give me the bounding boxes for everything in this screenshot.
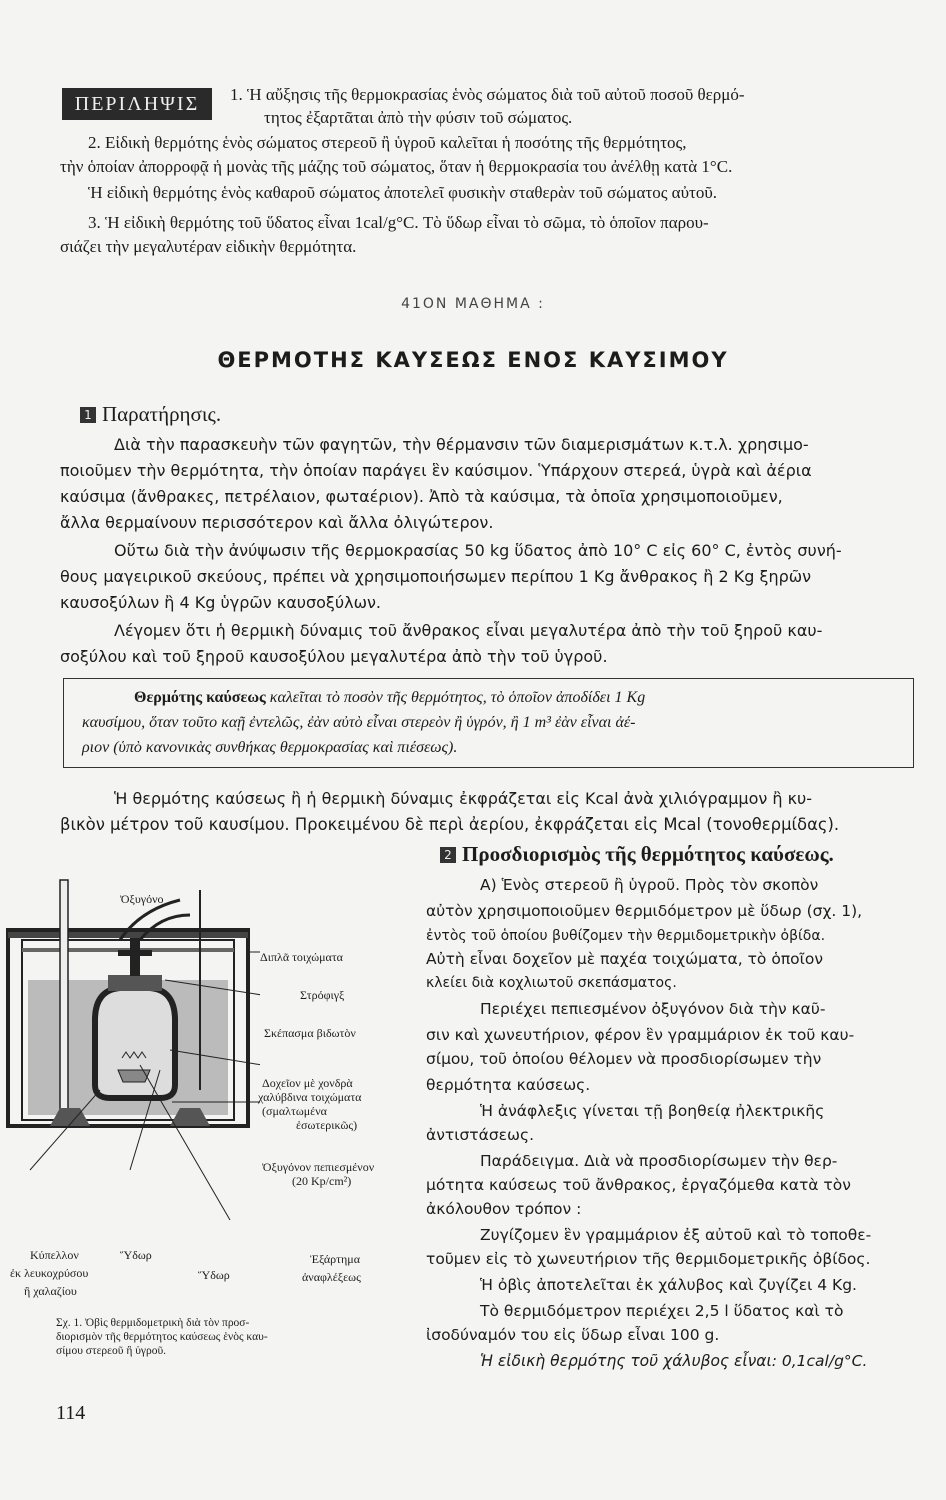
para-line: Ζυγίζομεν ἓν γραμμάριον ἐξ αὐτοῦ καὶ τὸ τοποθε- [480, 1226, 872, 1244]
thermometer [60, 880, 68, 1110]
label-cup: Κύπελλον [30, 1248, 79, 1262]
para-line: Α) Ἑνὸς στερεοῦ ἢ ὑγροῦ. Πρὸς τὸν σκοπὸν [480, 876, 819, 894]
para-line: Διὰ τὴν παρασκευὴν τῶν φαγητῶν, τὴν θέρμανσιν τῶν διαμερισμάτων κ.τ.λ. χρησιμο- [114, 435, 809, 454]
label-oxygen-pressure: (20 Kp/cm²) [292, 1174, 352, 1188]
para-line: ἐντὸς τοῦ ὁποίου βυθίζομεν τὴν θερμιδομετρικὴν ὀβίδα. [426, 928, 826, 944]
section-1-number: 1 [80, 407, 96, 423]
para-line: Αὐτὴ εἶναι δοχεῖον μὲ παχέα τοιχώματα, τὸ ὁποῖον [426, 950, 824, 968]
summary-item-1a: 1. Ἡ αὔξησις τῆς θερμοκρασίας ἑνὸς σώματος διὰ τοῦ αὐτοῦ ποσοῦ θερμό- [230, 85, 745, 104]
label-water: Ὕδωρ [120, 1248, 152, 1262]
label-stirrer: Στρόφιγξ [300, 988, 345, 1002]
section-1-heading [80, 402, 221, 427]
para-line: Τὸ θερμιδόμετρον περιέχει 2,5 l ὕδατος καὶ τὸ [480, 1302, 844, 1320]
para-line: Ἡ ὀβὶς ἀποτελεῖται ἐκ χάλυβος καὶ ζυγίζει 4 Kg. [480, 1276, 857, 1294]
para-line: βικὸν μέτρον τοῦ καυσίμου. Προκειμένου δὲ περὶ ἀερίου, ἐκφράζεται εἰς Mcal (τονοθερμίδας). [60, 815, 840, 834]
para-line: αὐτὸν χρησιμοποιοῦμεν θερμιδόμετρον μὲ ὕδωρ (σχ. 1), [426, 902, 863, 920]
lesson-label: 41ΟΝ ΜΑΘΗΜΑ : [401, 296, 545, 312]
para-line: ἀκόλουθον τρόπον : [426, 1200, 582, 1218]
figure-caption: σίμου στερεοῦ ἢ ὑγροῦ. [56, 1345, 167, 1357]
valve [130, 938, 140, 976]
para-line: σίμου, τοῦ ὁποίου θέλομεν νὰ προσδιορίσωμεν τὴν [426, 1050, 822, 1068]
para-line: Ἡ ἀνάφλεξις γίνεται τῇ βοηθείᾳ ἠλεκτρικῆς [480, 1102, 825, 1120]
para-line: ἄλλα θερμαίνουν περισσότερον καὶ ἄλλα ὀλιγώτερον. [60, 513, 494, 532]
para-line: καυσοξύλων ἢ 4 Kg ὑγρῶν καυσοξύλων. [60, 593, 381, 612]
section-1-title: Παρατήρησις. [102, 402, 222, 426]
label-ignition: ἀναφλέξεως [302, 1270, 361, 1284]
label-vessel: ἐσωτερικῶς) [296, 1118, 358, 1132]
screw-lid [108, 975, 162, 991]
para-line: θερμότητα καύσεως. [426, 1076, 591, 1094]
summary-item-2b: τὴν ὁποίαν ἀπορροφᾷ ἡ μονὰς τῆς μάζης τοῦ σώματος, ὅταν ἡ θερμοκρασία του ἀνέλθῃ κατὰ 1°C. [60, 157, 733, 176]
definition-text: ριον (ὑπὸ κανονικὰς συνθήκας θερμοκρασίας καὶ πιέσεως). [82, 739, 458, 756]
para-line: Ἡ εἰδικὴ θερμότης τοῦ χάλυβος εἶναι: 0,1cal/g°C. [480, 1352, 868, 1370]
para-line: Οὕτω διὰ τὴν ἀνύψωσιν τῆς θερμοκρασίας 50 kg ὕδατος ἀπὸ 10° C εἰς 60° C, ἐντὸς συνή- [114, 541, 842, 560]
section-2-heading [440, 842, 834, 867]
definition-box [63, 678, 914, 768]
para-line: ἀντιστάσεως. [426, 1126, 535, 1144]
page-title: ΘΕΡΜΟΤΗΣ ΚΑΥΣΕΩΣ ΕΝΟΣ ΚΑΥΣΙΜΟΥ [217, 348, 729, 372]
label-oxygen-pressure: Ὀξυγόνον πεπιεσμένον [262, 1160, 375, 1174]
para-line: Ἡ θερμότης καύσεως ἢ ἡ θερμικὴ δύναμις ἐκφράζεται εἰς Kcal ἀνὰ χιλιόγραμμον ἢ κυ- [114, 789, 813, 808]
definition-term: Θερμότης καύσεως [134, 689, 266, 706]
summary-item-2c: Ἡ εἰδικὴ θερμότης ἑνὸς καθαροῦ σώματος ἀποτελεῖ φυσικὴν σταθερὰν τοῦ σώματος αὐτοῦ. [88, 183, 718, 202]
valve-handle [118, 950, 152, 956]
summary-item-3b: σιάζει τὴν μεγαλυτέραν εἰδικὴν θερμότητα. [60, 237, 357, 256]
page-number: 114 [56, 1402, 86, 1424]
calorimeter-figure [0, 870, 260, 1230]
lid-bar [8, 932, 248, 938]
summary-item-3a: 3. Ἡ εἰδικὴ θερμότης τοῦ ὕδατος εἶναι 1cal/g°C. Τὸ ὕδωρ εἶναι τὸ σῶμα, τὸ ὁποῖον παρου- [88, 213, 709, 232]
figure-caption: Σχ. 1. Ὀβὶς θερμιδομετρικὴ διὰ τὸν προσ- [56, 1317, 250, 1329]
label-vessel: (σμαλτωμένα [262, 1104, 327, 1118]
para-line: μότητα καύσεως τοῦ ἄνθρακος, ἐργαζόμεθα κατὰ τὸν [426, 1176, 851, 1194]
para-line: Περιέχει πεπιεσμένον ὀξυγόνον διὰ τὴν καῦ- [480, 1000, 826, 1018]
label-cup: ἢ χαλαζίου [24, 1284, 77, 1298]
label-vessel: Δοχεῖον μὲ χονδρὰ [262, 1076, 353, 1090]
definition-text: καλεῖται τὸ ποσὸν τῆς θερμότητος, τὸ ὁποῖον ἀποδίδει 1 Kg [269, 689, 646, 706]
summary-item-1b: τητος ἐξαρτᾶται ἀπὸ τὴν φύσιν τοῦ σώματος. [264, 108, 573, 127]
summary-item-2a: 2. Εἰδικὴ θερμότης ἑνὸς σώματος στερεοῦ ἢ ὑγροῦ καλεῖται ἡ ποσότης τῆς θερμότητος, [88, 133, 687, 152]
para-line: καύσιμα (ἄνθρακες, πετρέλαιον, φωταέριον). Ἀπὸ τὰ καύσιμα, τὰ ὁποῖα χρησιμοποιοῦμεν, [60, 487, 783, 506]
label-vessel: χαλύβδινα τοιχώματα [258, 1090, 362, 1104]
para-line: ποιοῦμεν τὴν θερμότητα, τὴν ὁποίαν παράγει ἓν καύσιμον. Ὑπάρχουν στερεά, ὑγρὰ καὶ ἀέρια [60, 461, 812, 480]
para-line: Λέγομεν ὅτι ἡ θερμικὴ δύναμις τοῦ ἄνθρακος εἶναι μεγαλυτέρα ἀπὸ τὴν τοῦ ξηροῦ καυ- [114, 621, 823, 640]
section-2-title: Προσδιορισμὸς τῆς θερμότητος καύσεως. [462, 842, 834, 866]
para-line: θους μαγειρικοῦ σκεύους, πρέπει νὰ χρησιμοποιήσωμεν περίπου 1 Kg ἄνθρακος ἢ 2 Kg ξηρῶν [60, 567, 812, 586]
label-water: Ὕδωρ [198, 1268, 230, 1282]
label-oxygen: Ὀξυγόνο [120, 892, 164, 906]
label-cup: ἐκ λευκοχρύσου [10, 1266, 89, 1280]
label-double-walls: Διπλᾶ τοιχώματα [260, 950, 343, 964]
para-line: σιν καὶ χωνευτήριον, φέρον ἓν γραμμάριον ἐκ τοῦ καυ- [426, 1026, 855, 1044]
para-line: ἰσοδύναμόν του εἰς ὕδωρ εἶναι 100 g. [426, 1326, 720, 1344]
label-screw-lid: Σκέπασμα βιδωτὸν [264, 1026, 356, 1040]
summary-badge: ΠΕΡΙΛΗΨΙΣ [62, 88, 212, 120]
para-line: τοῦμεν εἰς τὸ χωνευτήριον τῆς θερμιδομετρικῆς ὀβίδος. [426, 1250, 871, 1268]
section-2-number: 2 [440, 847, 456, 863]
para-line: κλείει διὰ κοχλιωτοῦ σκεπάσματος. [426, 975, 677, 991]
example-line: Παράδειγμα. Διὰ νὰ προσδιορίσωμεν τὴν θερ- [480, 1152, 838, 1170]
definition-text: καυσίμου, ὅταν τοῦτο καῇ ἐντελῶς, ἐὰν αὐτὸ εἶναι στερεὸν ἢ ὑγρόν, ἢ 1 m³ ἐὰν εἶναι ἀέ- [82, 714, 636, 731]
label-ignition: Ἐξάρτημα [310, 1252, 360, 1266]
figure-caption: διορισμὸν τῆς θερμότητος καύσεως ἑνὸς καυ- [56, 1331, 268, 1343]
para-line: σοξύλου καὶ τοῦ ξηροῦ καυσοξύλου μεγαλυτέρα ἀπὸ τὴν τοῦ ὑγροῦ. [60, 647, 608, 666]
crucible [118, 1070, 150, 1082]
